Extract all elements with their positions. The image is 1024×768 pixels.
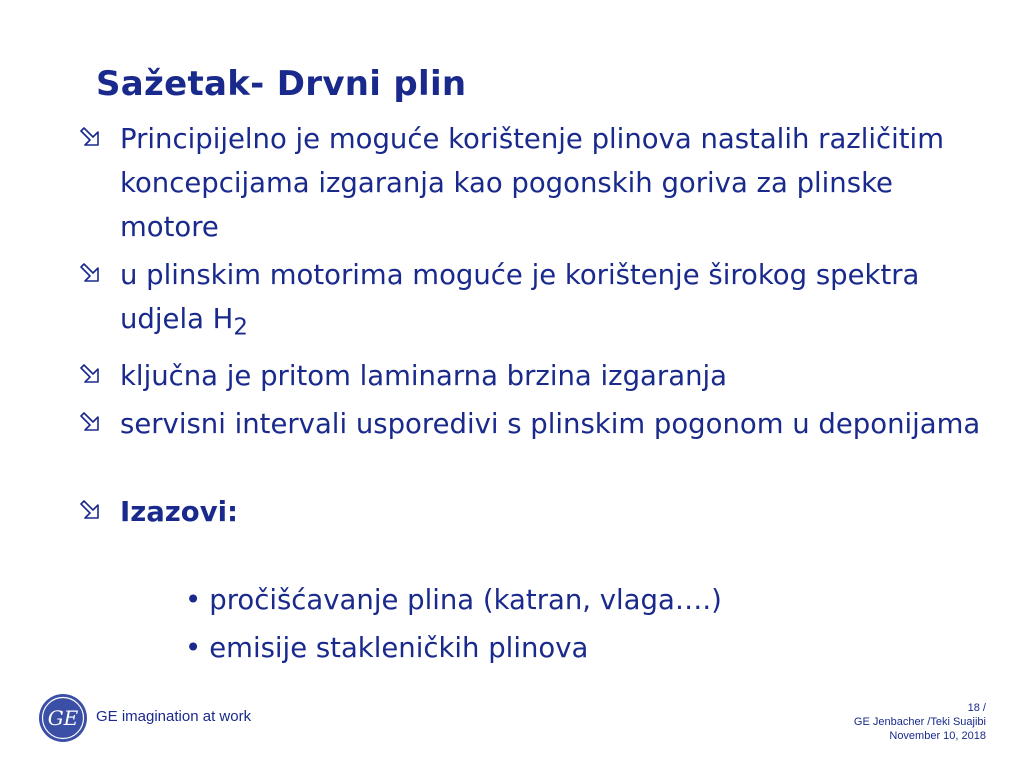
arrow-bullet-icon bbox=[78, 126, 104, 152]
footer bbox=[854, 701, 986, 743]
bullet-item bbox=[78, 253, 998, 350]
spacer bbox=[78, 450, 998, 490]
footer-date: November 10, 2018 bbox=[889, 730, 986, 742]
sub-bullet-list bbox=[185, 576, 722, 672]
bullet-text: servisni intervali usporedivi s plinskim pogonom u deponijama bbox=[120, 407, 981, 440]
ge-logo-icon bbox=[38, 693, 88, 743]
bullet-list bbox=[78, 117, 998, 538]
page-number: 18 / bbox=[967, 702, 986, 714]
ge-logo-text: GE bbox=[47, 706, 79, 730]
bullet-text: Principijelno je moguće korištenje plinova nastalih različitim koncepcijama izgaranja kao pogonskih goriva za plinske motore bbox=[120, 123, 944, 243]
dot-bullet-icon: • bbox=[185, 584, 202, 616]
bullet-item bbox=[78, 402, 998, 446]
bullet-item bbox=[78, 354, 998, 398]
sub-bullet-text: pročišćavanje plina (katran, vlaga….) bbox=[209, 584, 722, 616]
footer-author: GE Jenbacher /Teki Suajibi bbox=[853, 716, 986, 728]
arrow-bullet-icon bbox=[78, 411, 104, 437]
arrow-bullet-icon bbox=[78, 499, 104, 525]
sub-bullet-item bbox=[185, 576, 722, 624]
arrow-bullet-icon bbox=[78, 262, 104, 288]
arrow-bullet-icon bbox=[78, 363, 104, 389]
challenges-label: Izazovi: bbox=[120, 495, 239, 528]
dot-bullet-icon: • bbox=[185, 632, 202, 664]
bullet-item bbox=[78, 117, 998, 249]
sub-bullet-text: emisije stakleničkih plinova bbox=[209, 632, 589, 664]
bullet-item-challenges bbox=[78, 490, 998, 534]
bullet-text: u plinskim motorima moguće je korištenje širokog spektra udjela H bbox=[120, 259, 920, 335]
sub-bullet-item bbox=[185, 624, 722, 672]
h2-subscript: 2 bbox=[233, 314, 248, 341]
slide-title: Sažetak- Drvni plin bbox=[96, 64, 467, 104]
tagline: GE imagination at work bbox=[96, 708, 252, 725]
bullet-text: ključna je pritom laminarna brzina izgaranja bbox=[120, 359, 727, 392]
